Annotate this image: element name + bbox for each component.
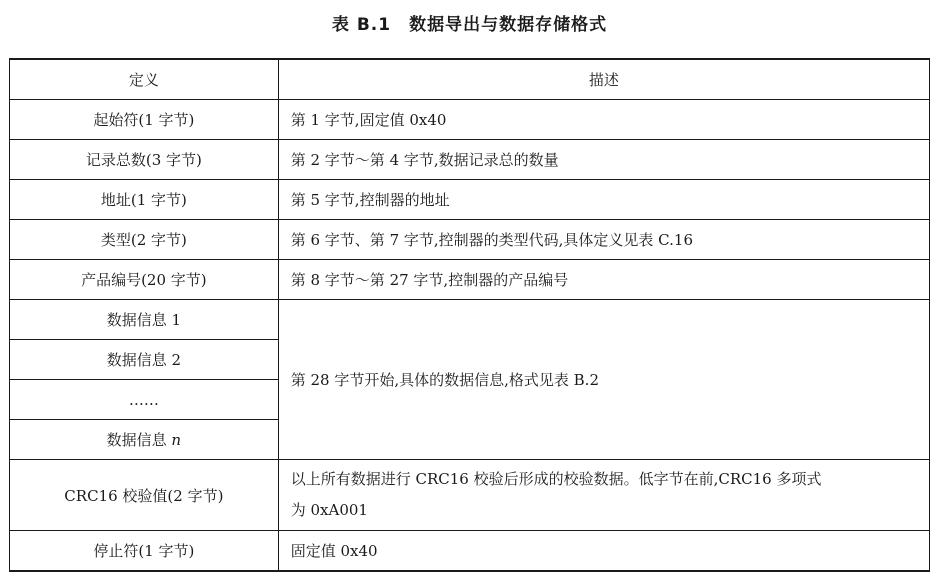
table-row bbox=[10, 531, 930, 572]
row-description: 第 6 字节、第 7 字节,控制器的类型代码,具体定义见表 C.16 bbox=[278, 220, 929, 260]
format-table bbox=[9, 58, 930, 572]
stop-definition: 停止符(1 字节) bbox=[10, 531, 279, 572]
data-info-n bbox=[10, 420, 279, 460]
data-info-1: 数据信息 1 bbox=[10, 300, 279, 340]
data-info-ellipsis: …… bbox=[10, 380, 279, 420]
table-row bbox=[10, 140, 930, 180]
crc-description-line2: 为 0xA001 bbox=[290, 501, 368, 519]
row-definition: 地址(1 字节) bbox=[10, 180, 279, 220]
row-description: 第 5 字节,控制器的地址 bbox=[278, 180, 929, 220]
stop-description: 固定值 0x40 bbox=[278, 531, 929, 572]
header-description: 描述 bbox=[278, 59, 929, 100]
data-info-n-var: n bbox=[171, 431, 182, 449]
row-definition: 记录总数(3 字节) bbox=[10, 140, 279, 180]
row-definition: 起始符(1 字节) bbox=[10, 100, 279, 140]
crc-description-line1: 以上所有数据进行 CRC16 校验后形成的校验数据。低字节在前,CRC16 多项式 bbox=[290, 470, 822, 488]
data-info-description: 第 28 字节开始,具体的数据信息,格式见表 B.2 bbox=[278, 300, 929, 460]
table-header-row bbox=[10, 59, 930, 100]
table-row bbox=[10, 180, 930, 220]
table-number: 表 B.1 bbox=[331, 15, 392, 35]
data-info-n-prefix: 数据信息 bbox=[106, 431, 172, 449]
row-description: 第 1 字节,固定值 0x40 bbox=[278, 100, 929, 140]
row-definition: 类型(2 字节) bbox=[10, 220, 279, 260]
table-caption bbox=[0, 10, 939, 35]
table-row bbox=[10, 260, 930, 300]
table-row bbox=[10, 460, 930, 531]
table-row bbox=[10, 300, 930, 340]
crc-definition: CRC16 校验值(2 字节) bbox=[10, 460, 279, 531]
row-description: 第 8 字节～第 27 字节,控制器的产品编号 bbox=[278, 260, 929, 300]
table-title: 数据导出与数据存储格式 bbox=[409, 15, 608, 35]
header-definition: 定义 bbox=[10, 59, 279, 100]
table-row bbox=[10, 220, 930, 260]
table-row bbox=[10, 100, 930, 140]
crc-description bbox=[278, 460, 929, 531]
data-info-2: 数据信息 2 bbox=[10, 340, 279, 380]
row-definition: 产品编号(20 字节) bbox=[10, 260, 279, 300]
row-description: 第 2 字节～第 4 字节,数据记录总的数量 bbox=[278, 140, 929, 180]
